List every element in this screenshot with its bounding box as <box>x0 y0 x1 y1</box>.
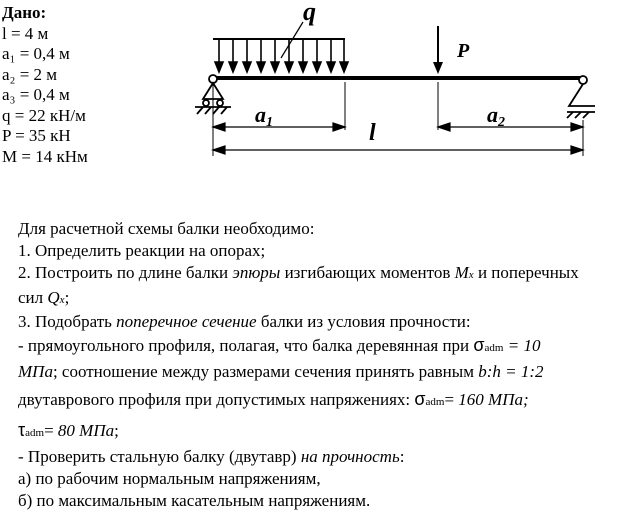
distributed-load <box>213 22 348 72</box>
task-item-2-cont: сил Qx; <box>18 287 70 307</box>
given-q: q = 22 кН/м <box>2 105 86 125</box>
task-item-3: 3. Подобрать поперечное сечение балки из условия прочности: <box>18 311 471 331</box>
given-length: l = 4 м <box>2 23 49 43</box>
beam-diagram <box>195 0 595 170</box>
rect-profile-line: - прямоугольного профиля, полагая, что балка деревянная при σadm = 10 <box>18 335 541 356</box>
q-label: q <box>303 0 316 26</box>
given-P: P = 35 кН <box>2 126 71 145</box>
given-a2: a₂ = 2 м <box>2 64 58 84</box>
a2-label: a2 <box>487 102 505 130</box>
check-line: - Проверить стальную балку (двутавр) на прочность: <box>18 447 405 467</box>
a2-dimension <box>438 123 583 131</box>
beam <box>211 76 583 80</box>
given-M: M = 14 кНм <box>2 146 88 166</box>
ibeam-profile-line: двутаврового профиля при допустимых напряжениях: σadm= 160 МПа; <box>18 389 529 410</box>
force-P-arrow <box>433 26 443 74</box>
given-a1: a₁ = 0,4 м <box>2 44 70 63</box>
check-item-b: б) по максимальным касательным напряжениям. <box>18 491 371 511</box>
a1-dimension <box>213 123 345 131</box>
check-item-a: а) по рабочим нормальным напряжениям, <box>18 469 321 489</box>
task-item-2: 2. Построить по длине балки эпюры изгибающих моментов Mx и поперечных <box>18 263 579 283</box>
rect-profile-line-2: МПа; соотношение между размерами сечения принять равным b:h = 1:2 <box>18 362 544 382</box>
given-data-block <box>2 3 88 167</box>
tau-line: τadm= 80 МПа; <box>18 420 119 441</box>
l-label: l <box>369 120 376 146</box>
task-item-1: 1. Определить реакции на опорах; <box>18 241 266 261</box>
given-a3: a₃ = 0,4 м <box>2 85 70 104</box>
a1-label: a1 <box>255 102 273 130</box>
P-label: P <box>457 40 470 62</box>
task-text <box>18 218 642 513</box>
l-dimension <box>213 146 583 154</box>
given-title: Дано: <box>2 3 47 22</box>
right-pin-support <box>567 76 595 118</box>
task-intro: Для расчетной схемы балки необходимо: <box>18 219 315 238</box>
